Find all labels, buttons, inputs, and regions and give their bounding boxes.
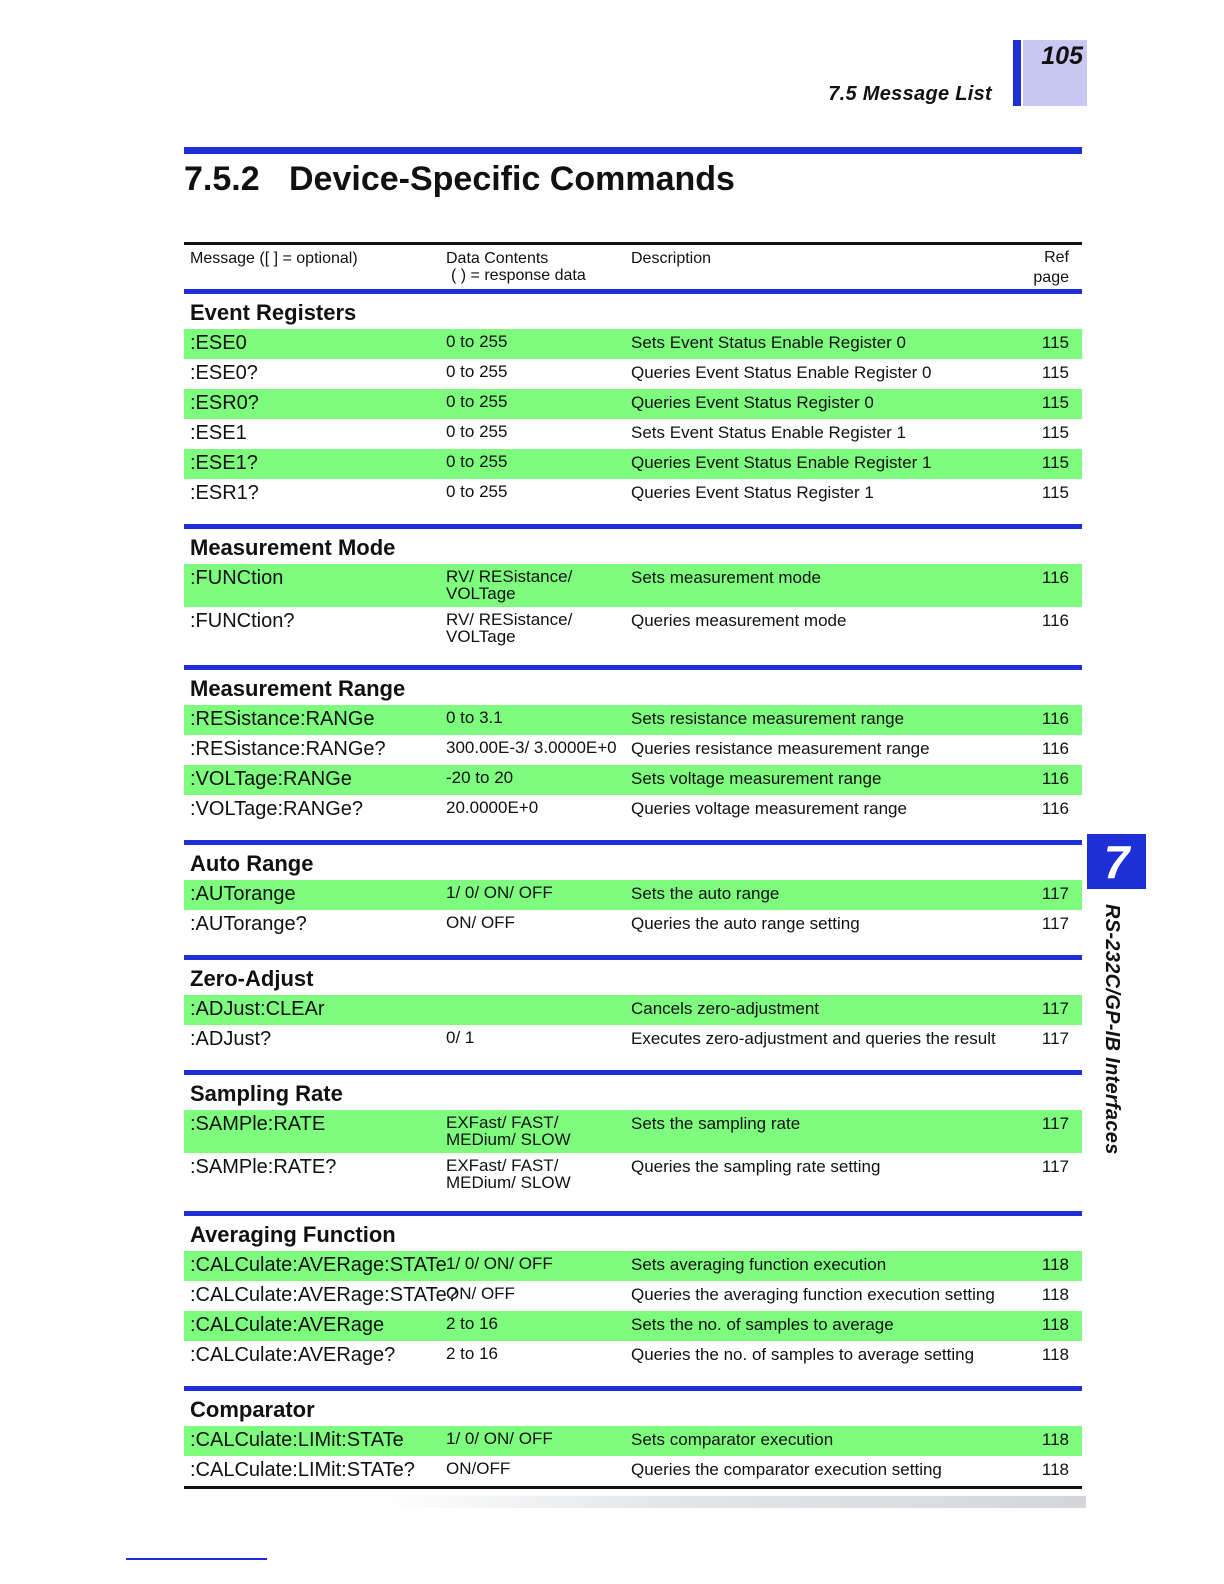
table-row — [184, 910, 1082, 940]
command-description: Cancels zero-adjustment — [631, 999, 820, 1018]
command-data-line2: MEDium/ SLOW — [446, 1173, 571, 1192]
command-data-line1: EXFast/ FAST/ — [446, 1156, 559, 1175]
command-description: Queries the comparator execution setting — [631, 1460, 942, 1479]
table-row — [184, 1341, 1082, 1371]
command-description: Executes zero-adjustment and queries the result — [631, 1029, 996, 1048]
header-accent-bar — [1013, 40, 1021, 106]
command-description: Queries Event Status Enable Register 0 — [631, 363, 932, 382]
ref-page: 117 — [1041, 914, 1069, 933]
section-heading: Averaging Function — [190, 1222, 396, 1247]
command-description: Sets voltage measurement range — [631, 769, 882, 788]
command-message: :CALCulate:AVERage? — [190, 1344, 396, 1366]
section-gap — [184, 650, 1082, 665]
command-message: :ESE0 — [190, 332, 247, 354]
ref-page: 118 — [1041, 1285, 1069, 1304]
command-message: :ESE1 — [190, 422, 247, 444]
section-gap — [184, 825, 1082, 840]
command-data — [446, 1153, 631, 1196]
command-message: :CALCulate:AVERage:STATe? — [190, 1284, 458, 1306]
command-message: :RESistance:RANGe? — [190, 738, 386, 760]
command-message: :CALCulate:AVERage — [190, 1314, 385, 1336]
command-message: :FUNCtion? — [190, 610, 295, 632]
command-message: :VOLTage:RANGe? — [190, 798, 364, 820]
command-data: 2 to 16 — [446, 1344, 498, 1363]
command-data-line2: VOLTage — [446, 627, 516, 646]
page-title — [184, 160, 735, 199]
ref-page: 115 — [1041, 333, 1069, 352]
table-row — [184, 1311, 1082, 1341]
table-row — [184, 564, 1082, 607]
command-message: :SAMPle:RATE — [190, 1113, 326, 1135]
command-data-line1: RV/ RESistance/ — [446, 567, 573, 586]
ref-page: 118 — [1041, 1460, 1069, 1479]
table-row — [184, 1025, 1082, 1055]
command-description: Sets the no. of samples to average — [631, 1315, 894, 1334]
section-heading: Event Registers — [190, 300, 357, 325]
table-row — [184, 419, 1082, 449]
table-row — [184, 1110, 1082, 1153]
ref-page: 115 — [1041, 423, 1069, 442]
column-header-message: Message ([ ] = optional) — [190, 250, 358, 267]
table-row — [184, 995, 1082, 1025]
command-description: Queries the no. of samples to average setting — [631, 1345, 975, 1364]
command-description: Queries voltage measurement range — [631, 799, 907, 818]
command-data — [446, 1110, 631, 1153]
command-description: Queries the averaging function execution setting — [631, 1285, 995, 1304]
command-description: Sets Event Status Enable Register 0 — [631, 333, 906, 352]
table-row — [184, 479, 1082, 509]
command-description: Sets Event Status Enable Register 1 — [631, 423, 906, 442]
running-header-section: 7.5 Message List — [828, 83, 992, 105]
ref-page: 116 — [1041, 568, 1069, 587]
table-row — [184, 607, 1082, 650]
ref-page: 117 — [1041, 884, 1069, 903]
command-data — [446, 607, 631, 650]
command-description: Sets the auto range — [631, 884, 780, 903]
command-message: :AUTorange — [190, 883, 296, 905]
command-message: :ESR1? — [190, 482, 259, 504]
command-description: Sets averaging function execution — [631, 1255, 887, 1274]
page-number: 105 — [1041, 42, 1083, 70]
column-header-data-line2: ( ) = response data — [451, 267, 586, 284]
command-data: 300.00E-3/ 3.0000E+0 — [446, 738, 617, 757]
section-heading: Measurement Mode — [190, 535, 396, 560]
command-data: -20 to 20 — [446, 768, 514, 787]
command-data: 1/ 0/ ON/ OFF — [446, 1429, 553, 1448]
section-gap — [184, 1196, 1082, 1211]
ref-page: 118 — [1041, 1315, 1069, 1334]
section-number: 7.5.2 — [184, 160, 260, 198]
table-row — [184, 1251, 1082, 1281]
command-data-line2: MEDium/ SLOW — [446, 1130, 571, 1149]
footer-underline — [126, 1558, 267, 1560]
command-data-line2: VOLTage — [446, 584, 516, 603]
chapter-side-label: RS-232C/GP-IB Interfaces — [1101, 904, 1123, 1155]
section-gap — [184, 509, 1082, 524]
table-row — [184, 1281, 1082, 1311]
table-row — [184, 1426, 1082, 1456]
table-row — [184, 880, 1082, 910]
table-row — [184, 449, 1082, 479]
table-row — [184, 765, 1082, 795]
command-data: 2 to 16 — [446, 1314, 498, 1333]
command-data: 0 to 255 — [446, 392, 508, 411]
command-message: :RESistance:RANGe — [190, 708, 375, 730]
command-description: Sets resistance measurement range — [631, 709, 905, 728]
table-row — [184, 329, 1082, 359]
table-row — [184, 795, 1082, 825]
command-message: :VOLTage:RANGe — [190, 768, 352, 790]
ref-page: 117 — [1041, 1157, 1069, 1176]
section-gap — [184, 940, 1082, 955]
command-message: :FUNCtion — [190, 567, 284, 589]
message-table — [184, 242, 1082, 1489]
table-row — [184, 1153, 1082, 1196]
section-heading: Sampling Rate — [190, 1081, 343, 1106]
ref-page: 115 — [1041, 363, 1069, 382]
table-row — [184, 359, 1082, 389]
command-data: 0 to 255 — [446, 452, 508, 471]
section-title: Device-Specific Commands — [289, 160, 735, 198]
table-row — [184, 1456, 1082, 1486]
column-header-data-line1: Data Contents — [446, 250, 549, 267]
command-description: Sets the sampling rate — [631, 1114, 801, 1133]
section-gap — [184, 1055, 1082, 1070]
command-data — [446, 995, 631, 1025]
command-data: 0 to 3.1 — [446, 708, 503, 727]
command-data: 20.0000E+0 — [446, 798, 539, 817]
command-data — [446, 564, 631, 607]
command-data: ON/ OFF — [446, 1284, 515, 1303]
ref-page: 118 — [1041, 1430, 1069, 1449]
table-end-rule — [184, 1486, 1082, 1489]
command-message: :CALCulate:LIMit:STATe? — [190, 1459, 415, 1481]
ref-page: 115 — [1041, 453, 1069, 472]
ref-page: 117 — [1041, 999, 1069, 1018]
column-header-data — [446, 245, 631, 289]
section-heading: Measurement Range — [190, 676, 406, 701]
table-row — [184, 389, 1082, 419]
command-description: Queries the sampling rate setting — [631, 1157, 881, 1176]
ref-page: 116 — [1041, 799, 1069, 818]
footer-shade — [380, 1496, 1086, 1508]
command-data: 1/ 0/ ON/ OFF — [446, 883, 553, 902]
ref-page: 115 — [1041, 393, 1069, 412]
command-message: :ADJust? — [190, 1028, 272, 1050]
command-description: Queries resistance measurement range — [631, 739, 930, 758]
command-data: 1/ 0/ ON/ OFF — [446, 1254, 553, 1273]
command-data: ON/ OFF — [446, 913, 515, 932]
command-description: Queries the auto range setting — [631, 914, 860, 933]
command-description: Queries Event Status Register 0 — [631, 393, 874, 412]
chapter-tab: 7 — [1087, 834, 1146, 889]
ref-page: 116 — [1041, 611, 1069, 630]
table-header — [184, 242, 1082, 289]
column-header-ref-line2: page — [1033, 269, 1069, 286]
title-rule — [184, 147, 1082, 154]
command-data-line1: RV/ RESistance/ — [446, 610, 573, 629]
ref-page: 116 — [1041, 739, 1069, 758]
command-data: 0 to 255 — [446, 422, 508, 441]
command-message: :SAMPle:RATE? — [190, 1156, 337, 1178]
section-heading: Zero-Adjust — [190, 966, 314, 991]
command-message: :ESE0? — [190, 362, 258, 384]
command-description: Sets comparator execution — [631, 1430, 834, 1449]
command-message: :ADJust:CLEAr — [190, 998, 325, 1020]
ref-page: 118 — [1041, 1345, 1069, 1364]
command-message: :ESR0? — [190, 392, 259, 414]
column-header-ref — [1001, 245, 1082, 289]
command-data: ON/OFF — [446, 1459, 511, 1478]
table-row — [184, 705, 1082, 735]
command-message: :CALCulate:LIMit:STATe — [190, 1429, 404, 1451]
ref-page: 117 — [1041, 1114, 1069, 1133]
command-message: :CALCulate:AVERage:STATe — [190, 1254, 447, 1276]
ref-page: 115 — [1041, 483, 1069, 502]
command-description: Queries measurement mode — [631, 611, 847, 630]
ref-page: 117 — [1041, 1029, 1069, 1048]
command-description: Queries Event Status Register 1 — [631, 483, 874, 502]
command-data: 0 to 255 — [446, 332, 508, 351]
command-message: :ESE1? — [190, 452, 258, 474]
ref-page: 118 — [1041, 1255, 1069, 1274]
command-data-line1: EXFast/ FAST/ — [446, 1113, 559, 1132]
ref-page: 116 — [1041, 769, 1069, 788]
column-header-description: Description — [631, 250, 712, 267]
table-body — [184, 289, 1082, 1486]
command-message: :AUTorange? — [190, 913, 307, 935]
column-header-ref-line1: Ref — [1044, 249, 1069, 266]
command-data: 0 to 255 — [446, 482, 508, 501]
section-gap — [184, 1371, 1082, 1386]
command-data: 0/ 1 — [446, 1028, 475, 1047]
command-description: Queries Event Status Enable Register 1 — [631, 453, 932, 472]
section-heading: Auto Range — [190, 851, 314, 876]
ref-page: 116 — [1041, 709, 1069, 728]
command-data: 0 to 255 — [446, 362, 508, 381]
section-heading: Comparator — [190, 1397, 315, 1422]
command-description: Sets measurement mode — [631, 568, 821, 587]
table-row — [184, 735, 1082, 765]
